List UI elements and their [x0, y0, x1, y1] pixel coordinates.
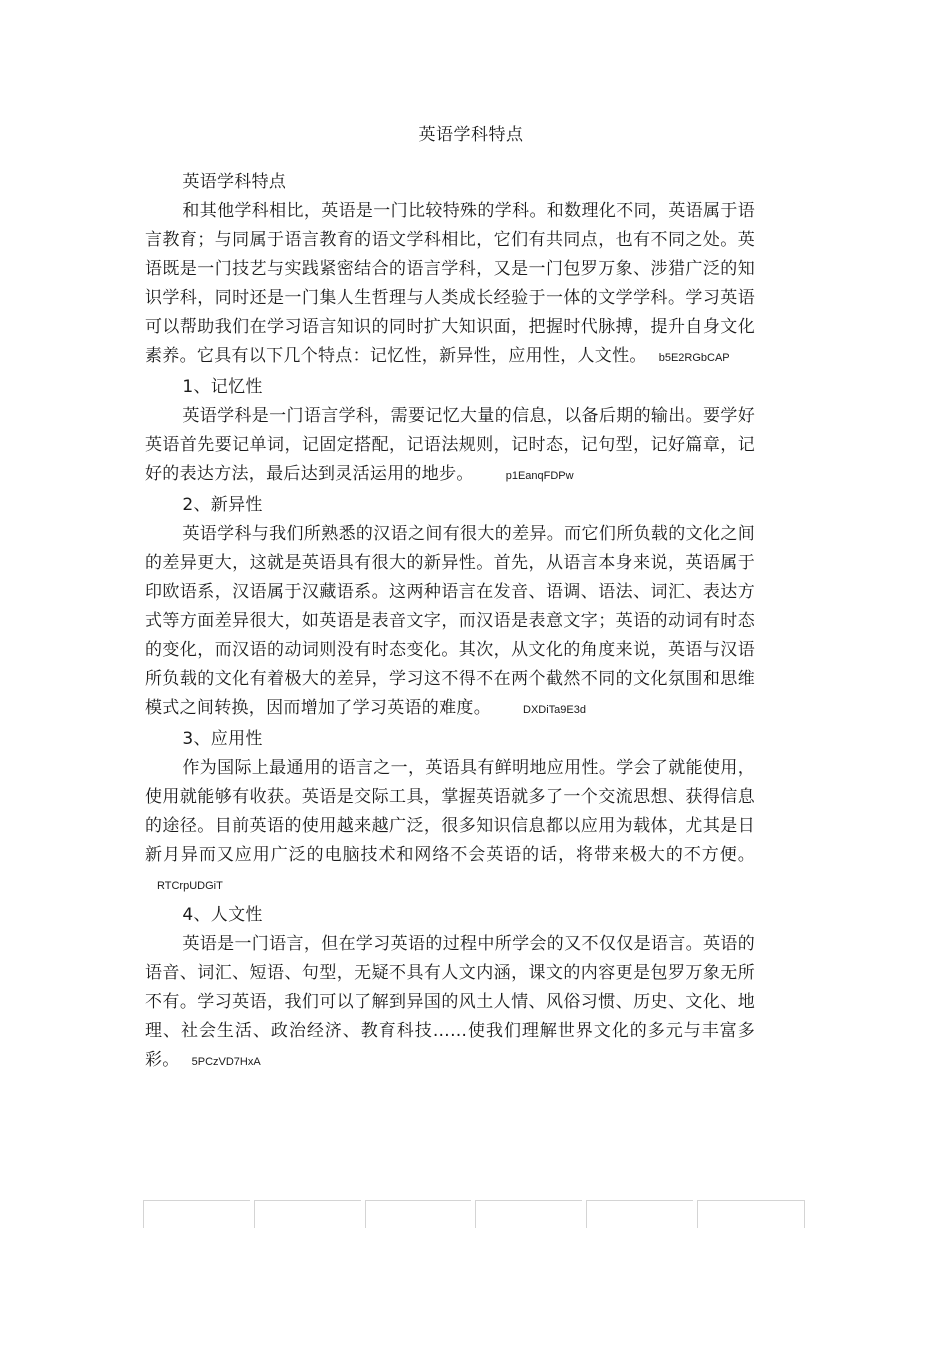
section-heading-memory: 1、记忆性: [182, 377, 263, 397]
intro-paragraph: [145, 197, 755, 373]
section-paragraph-application: [145, 754, 755, 901]
section-code-application: RTCrpUDGiT: [157, 880, 223, 892]
section-heading-novelty: 2、新异性: [182, 495, 263, 515]
section-text-humanities: 英语是一门语言，但在学习英语的过程中所学会的又不仅仅是语言。英语的语音、词汇、短语、句型，无疑不具有人文内涵，课文的内容更是包罗万象无所不有。学习英语，我们可以了解到异国的风土人情、风俗习惯、历史、文化、地理、社会生活、政治经济、教育科技……使我们理解世界文化的多元与丰富多彩。: [145, 934, 755, 1070]
section-code-humanities: 5PCzVD7HxA: [191, 1056, 261, 1068]
section-paragraph-novelty: [145, 520, 755, 725]
section-code-novelty: DXDiTa9E3d: [523, 704, 586, 716]
section-heading-humanities: 4、人文性: [182, 905, 263, 925]
document-body: [145, 168, 755, 1077]
intro-code: b5E2RGbCAP: [658, 352, 730, 364]
section-code-memory: p1EanqFDPw: [505, 470, 574, 482]
section-text-application: 作为国际上最通用的语言之一，英语具有鲜明地应用性。学会了就能使用，使用就能够有收获。英语是交际工具，掌握英语就多了一个交流思想、获得信息的途径。目前英语的使用越来越广泛，很多知识信息都以应用为载体，尤其是日新月异而又应用广泛的电脑技术和网络不会英语的话，将带来极大的不方便。: [145, 758, 755, 865]
footer-box: [143, 1200, 250, 1228]
footer-box: [365, 1200, 472, 1228]
section-paragraph-memory: [145, 402, 755, 491]
section-text-novelty: 英语学科与我们所熟悉的汉语之间有很大的差异。而它们所负载的文化之间的差异更大，这就是英语具有很大的新异性。首先，从语言本身来说，英语属于印欧语系，汉语属于汉藏语系。这两种语言在发音、语调、语法、词汇、表达方式等方面差异很大，如英语是表音文字，而汉语是表意文字；英语的动词有时态的变化，而汉语的动词则没有时态变化。其次，从文化的角度来说，英语与汉语所负载的文化有着极大的差异，学习这不得不在两个截然不同的文化氛围和思维模式之间转换，因而增加了学习英语的难度。: [145, 524, 755, 718]
footer-box: [697, 1200, 805, 1228]
section-paragraph-humanities: [145, 930, 755, 1077]
footer-box: [254, 1200, 361, 1228]
footer-box: [586, 1200, 693, 1228]
section-text-memory: 英语学科是一门语言学科，需要记忆大量的信息，以备后期的输出。要学好英语首先要记单词，记固定搭配，记语法规则，记时态，记句型，记好篇章，记好的表达方法，最后达到灵活运用的地步。: [145, 406, 755, 484]
document-title: 英语学科特点: [418, 125, 524, 145]
intro-text: 和其他学科相比，英语是一门比较特殊的学科。和数理化不同，英语属于语言教育；与同属于语言教育的语文学科相比，它们有共同点，也有不同之处。英语既是一门技艺与实践紧密结合的语言学科，又是一门包罗万象、涉猎广泛的知识学科，同时还是一门集人生哲理与人类成长经验于一体的文学学科。学习英语可以帮助我们在学习语言知识的同时扩大知识面，把握时代脉搏，提升自身文化素养。它具有以下几个特点：记忆性，新异性，应用性，人文性。: [145, 201, 755, 366]
subtitle: 英语学科特点: [182, 172, 287, 192]
footer-box-row: [143, 1200, 805, 1228]
footer-box: [475, 1200, 582, 1228]
section-heading-application: 3、应用性: [182, 729, 263, 749]
